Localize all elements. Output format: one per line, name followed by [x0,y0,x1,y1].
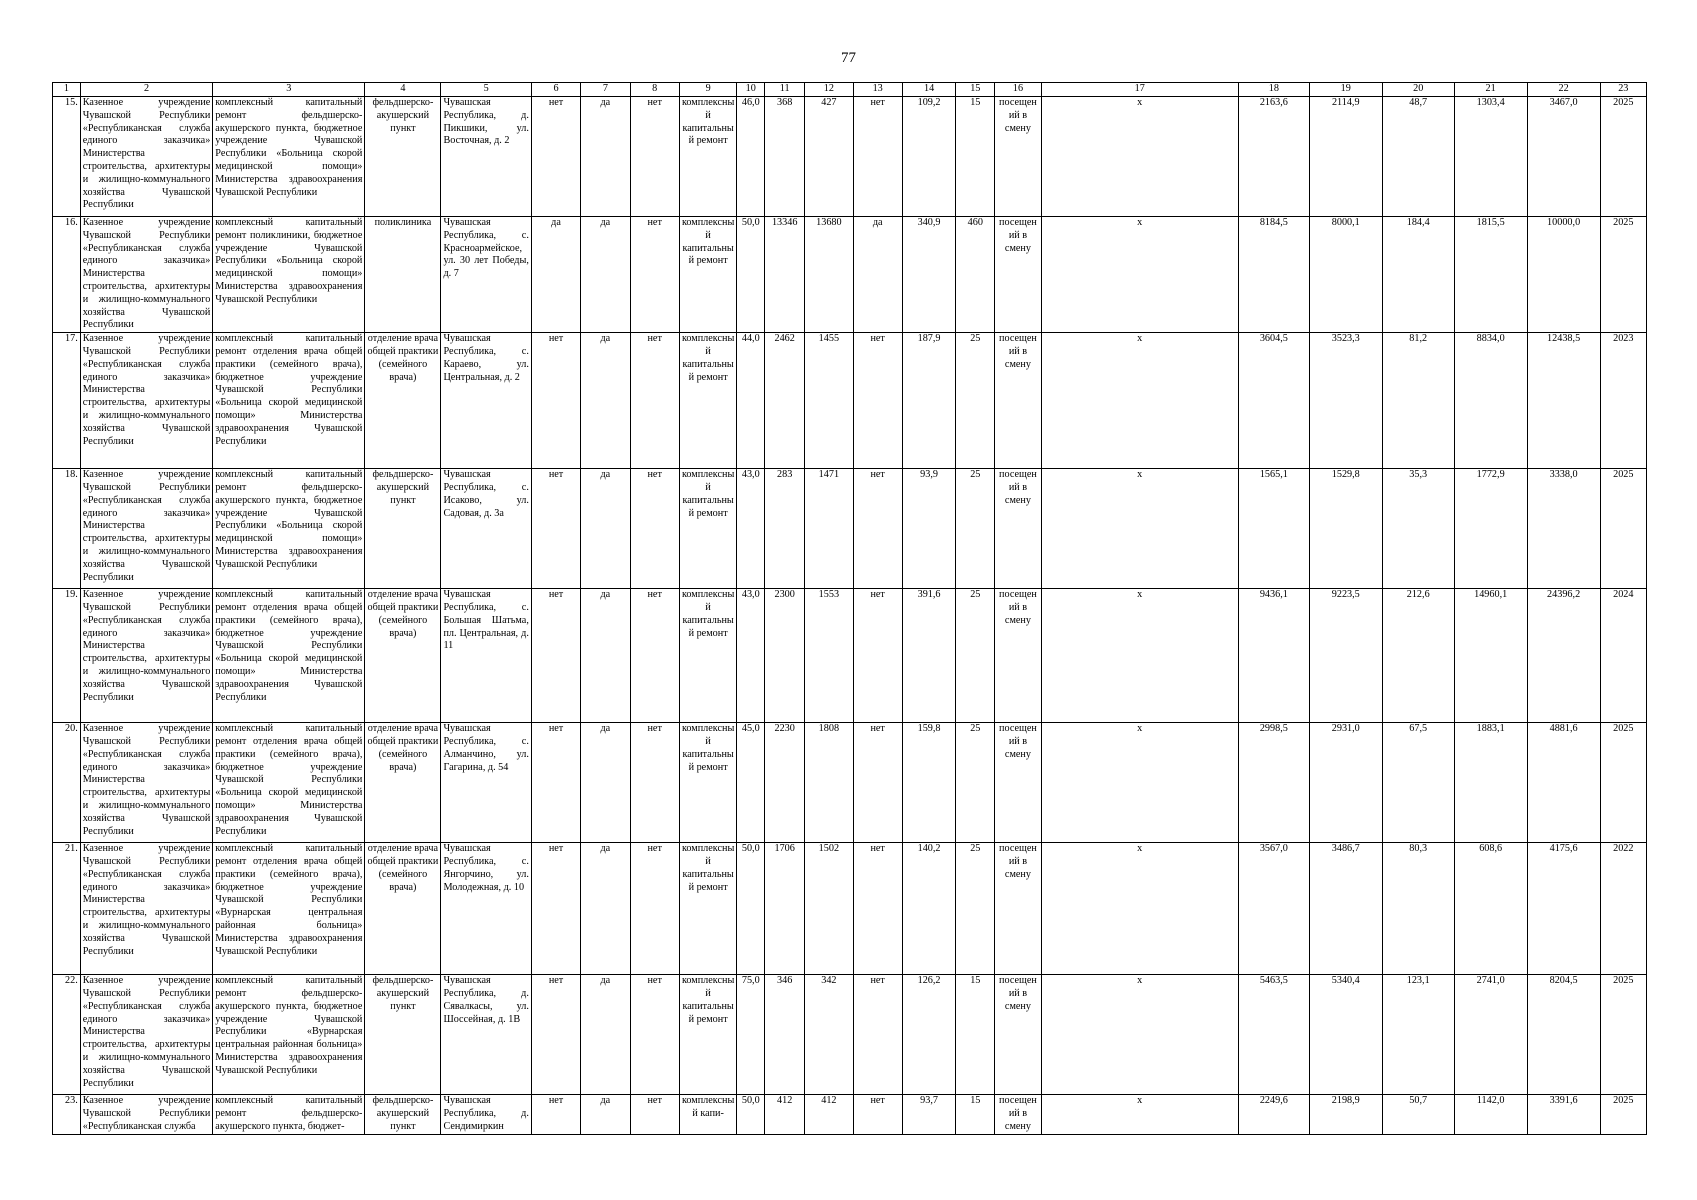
cell-col-17: х [1041,723,1238,843]
cell-col-11: 412 [765,1095,805,1135]
cell-col-6: нет [531,97,580,217]
col-header: 23 [1600,83,1646,97]
cell-col-8: нет [630,975,679,1095]
cell-col-21: 1303,4 [1454,97,1527,217]
cell-col-21: 1883,1 [1454,723,1527,843]
cell-col-14: 93,9 [902,469,955,589]
work-type-cell: комплексный капитальный ремонт [679,589,737,723]
cell-col-7: да [581,975,630,1095]
cell-col-8: нет [630,589,679,723]
cell-col-14: 159,8 [902,723,955,843]
cell-col-23: 2025 [1600,723,1646,843]
cell-col-18: 5463,5 [1238,975,1309,1095]
work-type-cell: комплексный капитальный ремонт [679,843,737,975]
col-header: 4 [365,83,441,97]
cell-col-10: 50,0 [737,1095,765,1135]
cell-col-17: х [1041,843,1238,975]
customer-cell: Казенное учреждение Чувашской Республики «Республиканская служба единого заказчика» Министерства строительства, архитектуры и жилищно-коммунального хозяйства Чувашской Республики [80,333,213,469]
object-cell: комплексный капитальный ремонт отделения врача общей практики (семейного врача), бюджетное учреждение Чувашской Республики «Больница скорой медицинской помощи» Министерства здравоохранения Чувашской Республики [213,589,365,723]
address-cell: Чувашская Республика, с. Алманчино, ул. Гагарина, д. 54 [441,723,531,843]
cell-col-14: 140,2 [902,843,955,975]
data-table [52,82,1647,1135]
address-cell: Чувашская Республика, д. Сявалкасы, ул. Шоссейная, д. 1В [441,975,531,1095]
cell-col-11: 1706 [765,843,805,975]
table-row [53,843,1647,975]
col-header: 10 [737,83,765,97]
facility-type-cell: отделение врача общей практики (семейного врача) [365,589,441,723]
cell-col-22: 4881,6 [1527,723,1600,843]
page-number: 77 [841,50,856,66]
cell-col-18: 2163,6 [1238,97,1309,217]
capacity-unit-cell: посещений в смену [995,469,1041,589]
cell-col-10: 50,0 [737,843,765,975]
work-type-cell: комплексный капитальный ремонт [679,333,737,469]
cell-col-19: 2114,9 [1309,97,1382,217]
col-header: 11 [765,83,805,97]
object-cell: комплексный капитальный ремонт отделения врача общей практики (семейного врача), бюджетное учреждение Чувашской Республики «Больница скорой медицинской помощи» Министерства здравоохранения Чувашской Республики [213,333,365,469]
cell-col-12: 1502 [805,843,853,975]
facility-type-cell: фельдшерско-акушерский пункт [365,1095,441,1135]
cell-col-13: нет [853,975,902,1095]
work-type-cell: комплексный капитальный ремонт [679,975,737,1095]
cell-col-8: нет [630,469,679,589]
table-row [53,333,1647,469]
cell-col-20: 123,1 [1382,975,1454,1095]
cell-col-20: 48,7 [1382,97,1454,217]
cell-col-23: 2025 [1600,1095,1646,1135]
cell-col-18: 8184,5 [1238,217,1309,333]
cell-col-20: 80,3 [1382,843,1454,975]
cell-col-20: 67,5 [1382,723,1454,843]
cell-col-19: 1529,8 [1309,469,1382,589]
cell-col-10: 43,0 [737,589,765,723]
cell-col-6: нет [531,1095,580,1135]
facility-type-cell: фельдшерско-акушерский пункт [365,97,441,217]
customer-cell: Казенное учреждение Чувашской Республики «Республиканская служба единого заказчика» Министерства строительства, архитектуры и жилищно-коммунального хозяйства Чувашской Республики [80,843,213,975]
cell-col-12: 427 [805,97,853,217]
facility-type-cell: фельдшерско-акушерский пункт [365,469,441,589]
cell-col-22: 24396,2 [1527,589,1600,723]
cell-col-6: да [531,217,580,333]
facility-type-cell: отделение врача общей практики (семейного врача) [365,333,441,469]
cell-col-18: 2998,5 [1238,723,1309,843]
cell-col-14: 93,7 [902,1095,955,1135]
object-cell: комплексный капитальный ремонт отделения врача общей практики (семейного врача), бюджетное учреждение Чувашской Республики «Больница скорой медицинской помощи» Министерства здравоохранения Чувашской Республики [213,723,365,843]
col-header: 21 [1454,83,1527,97]
cell-col-22: 12438,5 [1527,333,1600,469]
table-row [53,975,1647,1095]
object-cell: комплексный капитальный ремонт фельдшерско-акушерского пункта, бюджет- [213,1095,365,1135]
facility-type-cell: отделение врача общей практики (семейного врача) [365,843,441,975]
cell-col-18: 2249,6 [1238,1095,1309,1135]
cell-col-12: 1471 [805,469,853,589]
customer-cell: Казенное учреждение Чувашской Республики «Республиканская служба единого заказчика» Министерства строительства, архитектуры и жилищно-коммунального хозяйства Чувашской Республики [80,975,213,1095]
col-header: 16 [995,83,1041,97]
work-type-cell: комплексный капитальный ремонт [679,97,737,217]
cell-col-15: 15 [956,975,995,1095]
cell-col-19: 3486,7 [1309,843,1382,975]
column-number-row [53,83,1647,97]
col-header: 8 [630,83,679,97]
cell-col-19: 3523,3 [1309,333,1382,469]
cell-col-23: 2025 [1600,975,1646,1095]
col-header: 20 [1382,83,1454,97]
cell-col-13: нет [853,469,902,589]
cell-col-20: 50,7 [1382,1095,1454,1135]
customer-cell: Казенное учреждение Чувашской Республики «Республиканская служба единого заказчика» Министерства строительства, архитектуры и жилищно-коммунального хозяйства Чувашской Республики [80,589,213,723]
cell-col-23: 2025 [1600,217,1646,333]
col-header: 22 [1527,83,1600,97]
cell-col-21: 1142,0 [1454,1095,1527,1135]
cell-col-6: нет [531,723,580,843]
cell-col-7: да [581,589,630,723]
cell-col-7: да [581,1095,630,1135]
address-cell: Чувашская Республика, с. Исаково, ул. Садовая, д. 3а [441,469,531,589]
table-row [53,469,1647,589]
cell-col-8: нет [630,333,679,469]
cell-col-11: 368 [765,97,805,217]
cell-col-13: да [853,217,902,333]
cell-col-10: 45,0 [737,723,765,843]
cell-col-23: 2025 [1600,469,1646,589]
cell-col-21: 8834,0 [1454,333,1527,469]
cell-col-7: да [581,97,630,217]
cell-col-18: 9436,1 [1238,589,1309,723]
work-type-cell: комплексный капитальный ремонт [679,217,737,333]
cell-col-17: х [1041,1095,1238,1135]
cell-col-8: нет [630,217,679,333]
col-header: 19 [1309,83,1382,97]
cell-col-21: 608,6 [1454,843,1527,975]
object-cell: комплексный капитальный ремонт фельдшерско-акушерского пункта, бюджетное учреждение Чувашской Республики «Вурнарская центральная районная больница» Министерства здравоохранения Чувашской Республики [213,975,365,1095]
cell-col-6: нет [531,469,580,589]
cell-col-21: 14960,1 [1454,589,1527,723]
address-cell: Чувашская Республика, с. Караево, ул. Центральная, д. 2 [441,333,531,469]
col-header: 6 [531,83,580,97]
cell-col-11: 2462 [765,333,805,469]
row-number: 15. [53,97,81,217]
row-number: 21. [53,843,81,975]
cell-col-21: 1772,9 [1454,469,1527,589]
cell-col-14: 391,6 [902,589,955,723]
col-header: 7 [581,83,630,97]
cell-col-15: 25 [956,843,995,975]
cell-col-7: да [581,469,630,589]
table-row [53,217,1647,333]
capacity-unit-cell: посещений в смену [995,1095,1041,1135]
row-number: 18. [53,469,81,589]
work-type-cell: комплексный капитальный ремонт [679,723,737,843]
object-cell: комплексный капитальный ремонт поликлиники, бюджетное учреждение Чувашской Республики «Больница скорой медицинской помощи» Министерства здравоохранения Чувашской Республики [213,217,365,333]
cell-col-20: 212,6 [1382,589,1454,723]
cell-col-23: 2024 [1600,589,1646,723]
cell-col-17: х [1041,589,1238,723]
cell-col-19: 2931,0 [1309,723,1382,843]
row-number: 23. [53,1095,81,1135]
cell-col-19: 5340,4 [1309,975,1382,1095]
customer-cell: Казенное учреждение Чувашской Республики «Республиканская служба единого заказчика» Министерства строительства, архитектуры и жилищно-коммунального хозяйства Чувашской Республики [80,217,213,333]
cell-col-22: 3467,0 [1527,97,1600,217]
col-header: 12 [805,83,853,97]
capacity-unit-cell: посещений в смену [995,843,1041,975]
cell-col-18: 1565,1 [1238,469,1309,589]
work-type-cell: комплексный капитальный ремонт [679,469,737,589]
capacity-unit-cell: посещений в смену [995,975,1041,1095]
row-number: 16. [53,217,81,333]
object-cell: комплексный капитальный ремонт отделения врача общей практики (семейного врача), бюджетное учреждение Чувашской Республики «Вурнарская центральная районная больница» Министерства здравоохранения Чувашской Республики [213,843,365,975]
row-number: 19. [53,589,81,723]
capacity-unit-cell: посещений в смену [995,97,1041,217]
cell-col-21: 1815,5 [1454,217,1527,333]
cell-col-10: 43,0 [737,469,765,589]
cell-col-11: 2230 [765,723,805,843]
customer-cell: Казенное учреждение Чувашской Республики «Республиканская служба единого заказчика» Министерства строительства, архитектуры и жилищно-коммунального хозяйства Чувашской Республики [80,469,213,589]
cell-col-19: 8000,1 [1309,217,1382,333]
col-header: 2 [80,83,213,97]
customer-cell: Казенное учреждение Чувашской Республики «Республиканская служба единого заказчика» Министерства строительства, архитектуры и жилищно-коммунального хозяйства Чувашской Республики [80,723,213,843]
table-row [53,97,1647,217]
cell-col-20: 81,2 [1382,333,1454,469]
cell-col-14: 187,9 [902,333,955,469]
row-number: 22. [53,975,81,1095]
cell-col-10: 75,0 [737,975,765,1095]
cell-col-13: нет [853,1095,902,1135]
cell-col-11: 13346 [765,217,805,333]
cell-col-15: 460 [956,217,995,333]
cell-col-8: нет [630,723,679,843]
col-header: 13 [853,83,902,97]
cell-col-10: 44,0 [737,333,765,469]
cell-col-17: х [1041,217,1238,333]
address-cell: Чувашская Республика, д. Пикшики, ул. Восточная, д. 2 [441,97,531,217]
table-row [53,723,1647,843]
cell-col-7: да [581,723,630,843]
customer-cell: Казенное учреждение Чувашской Республики «Республиканская служба [80,1095,213,1135]
cell-col-17: х [1041,469,1238,589]
capacity-unit-cell: посещений в смену [995,217,1041,333]
table-body [53,97,1647,1135]
cell-col-19: 2198,9 [1309,1095,1382,1135]
cell-col-10: 50,0 [737,217,765,333]
object-cell: комплексный капитальный ремонт фельдшерско-акушерского пункта, бюджетное учреждение Чувашской Республики «Больница скорой медицинской помощи» Министерства здравоохранения Чувашской Республики [213,469,365,589]
cell-col-8: нет [630,97,679,217]
cell-col-11: 346 [765,975,805,1095]
address-cell: Чувашская Республика, с. Красноармейское, ул. 30 лет Победы, д. 7 [441,217,531,333]
cell-col-8: нет [630,843,679,975]
facility-type-cell: фельдшерско-акушерский пункт [365,975,441,1095]
cell-col-6: нет [531,333,580,469]
cell-col-17: х [1041,975,1238,1095]
facility-type-cell: отделение врача общей практики (семейного врача) [365,723,441,843]
cell-col-22: 3338,0 [1527,469,1600,589]
cell-col-14: 126,2 [902,975,955,1095]
cell-col-17: х [1041,97,1238,217]
cell-col-17: х [1041,333,1238,469]
cell-col-13: нет [853,843,902,975]
cell-col-15: 25 [956,723,995,843]
cell-col-10: 46,0 [737,97,765,217]
cell-col-20: 184,4 [1382,217,1454,333]
row-number: 20. [53,723,81,843]
cell-col-15: 15 [956,1095,995,1135]
object-cell: комплексный капитальный ремонт фельдшерско-акушерского пункта, бюджетное учреждение Чувашской Республики «Больница скорой медицинской помощи» Министерства здравоохранения Чувашской Республики [213,97,365,217]
capacity-unit-cell: посещений в смену [995,333,1041,469]
cell-col-11: 283 [765,469,805,589]
cell-col-22: 10000,0 [1527,217,1600,333]
col-header: 1 [53,83,81,97]
col-header: 17 [1041,83,1238,97]
col-header: 3 [213,83,365,97]
cell-col-20: 35,3 [1382,469,1454,589]
cell-col-14: 109,2 [902,97,955,217]
cell-col-22: 3391,6 [1527,1095,1600,1135]
cell-col-18: 3567,0 [1238,843,1309,975]
cell-col-12: 342 [805,975,853,1095]
table-row [53,1095,1647,1135]
cell-col-13: нет [853,723,902,843]
cell-col-21: 2741,0 [1454,975,1527,1095]
cell-col-13: нет [853,97,902,217]
col-header: 15 [956,83,995,97]
cell-col-7: да [581,217,630,333]
cell-col-12: 1808 [805,723,853,843]
row-number: 17. [53,333,81,469]
cell-col-23: 2025 [1600,97,1646,217]
address-cell: Чувашская Республика, с. Большая Шатьма, пл. Центральная, д. 11 [441,589,531,723]
cell-col-8: нет [630,1095,679,1135]
col-header: 18 [1238,83,1309,97]
work-type-cell: комплексный капи- [679,1095,737,1135]
cell-col-22: 8204,5 [1527,975,1600,1095]
col-header: 9 [679,83,737,97]
cell-col-12: 1553 [805,589,853,723]
cell-col-13: нет [853,589,902,723]
cell-col-19: 9223,5 [1309,589,1382,723]
cell-col-6: нет [531,975,580,1095]
customer-cell: Казенное учреждение Чувашской Республики «Республиканская служба единого заказчика» Министерства строительства, архитектуры и жилищно-коммунального хозяйства Чувашской Республики [80,97,213,217]
facility-type-cell: поликлиника [365,217,441,333]
cell-col-6: нет [531,843,580,975]
cell-col-7: да [581,843,630,975]
cell-col-18: 3604,5 [1238,333,1309,469]
cell-col-12: 13680 [805,217,853,333]
cell-col-6: нет [531,589,580,723]
cell-col-12: 1455 [805,333,853,469]
cell-col-13: нет [853,333,902,469]
cell-col-15: 25 [956,589,995,723]
cell-col-15: 15 [956,97,995,217]
cell-col-14: 340,9 [902,217,955,333]
col-header: 5 [441,83,531,97]
cell-col-22: 4175,6 [1527,843,1600,975]
address-cell: Чувашская Республика, д. Сендимиркин [441,1095,531,1135]
capacity-unit-cell: посещений в смену [995,589,1041,723]
cell-col-12: 412 [805,1095,853,1135]
cell-col-7: да [581,333,630,469]
cell-col-11: 2300 [765,589,805,723]
col-header: 14 [902,83,955,97]
cell-col-15: 25 [956,333,995,469]
cell-col-15: 25 [956,469,995,589]
cell-col-23: 2022 [1600,843,1646,975]
address-cell: Чувашская Республика, с. Янгорчино, ул. Молодежная, д. 10 [441,843,531,975]
table-row [53,589,1647,723]
cell-col-23: 2023 [1600,333,1646,469]
capacity-unit-cell: посещений в смену [995,723,1041,843]
